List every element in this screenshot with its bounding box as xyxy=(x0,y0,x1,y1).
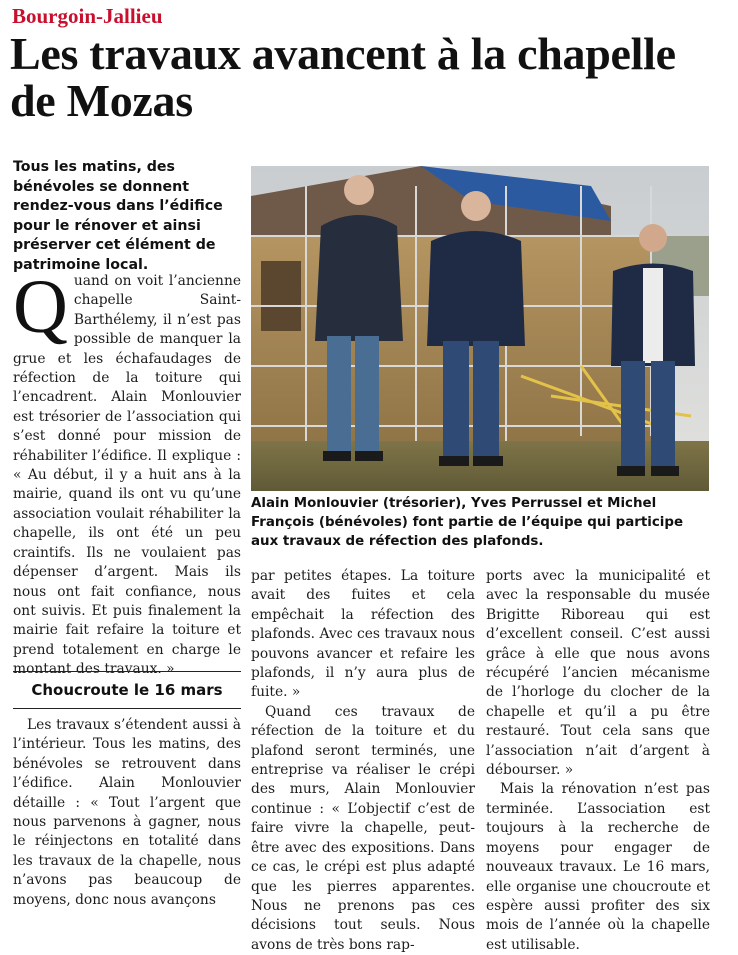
photo-caption: Alain Monlouvier (trésorier), Yves Perrussel et Michel François (bénévoles) font partie de l’équipe qui participe aux travaux de réfection des plafonds. xyxy=(251,496,684,549)
column-3 xyxy=(486,567,710,955)
chapel-photo-illustration xyxy=(251,166,709,491)
body-paragraph-2-cont: par petites étapes. La toiture avait des fuites et cela empêchait la réfection des plafonds. Avec ces travaux nous pouvons avancer et refaire les plafonds, il n’y aura plus de fuite. » xyxy=(251,568,475,701)
headline: Les travaux avancent à la chapelle de Mozas xyxy=(10,28,676,126)
body-paragraph-1: uand on voit l’ancienne chapelle Saint-Barthélemy, il n’est pas possible de manquer la grue et les échafaudages de réfection de la toiture qui l’encadrent. Alain Monlouvier est trésorier de l’association qui s’est donné pour mission de réhabiliter l’édifice. Il explique : « Au début, il y a huit ans à la mairie, quand ils ont vu qu’une association voulait réhabiliter la chapelle, ils ont été un peu craintifs. Ils ne voulaient pas dépenser d’argent. Mais ils nous ont fait confiance, nous ont suivis. Et puis finalement la mairie fait refaire la toiture et prend totalement en charge le montant des travaux. » xyxy=(13,273,241,678)
column-1-bottom xyxy=(13,716,241,910)
section-kicker: Bourgoin-Jallieu xyxy=(12,4,163,28)
subhead: Choucroute le 16 mars xyxy=(31,681,223,699)
body-paragraph-3: Quand ces travaux de réfection de la toiture et du plafond seront terminés, une entreprise va réaliser le crépi des murs, Alain Monlouvier continue : « L’objectif c’est de faire vivre la chapelle, peut-être avec des expositions. Dans ce cas, le crépi est plus adapté que les pierres apparentes. Nous ne prenons pas ces décisions tout seuls. Nous avons de très bons rap- xyxy=(251,703,475,953)
column-2 xyxy=(251,567,475,955)
article-photo xyxy=(251,166,709,491)
body-paragraph-3-cont: ports avec la municipalité et avec la responsable du musée Brigitte Riboreau qui est d’excellent conseil. C’est aussi grâce à elle que nous avons récupéré l’ancien mécanisme de l’horloge du clocher de la chapelle et qu’il a pu être restauré. Tout cela sans que l’association n’ait d’argent à débourser. » xyxy=(486,568,710,779)
drop-cap: Q xyxy=(13,265,68,349)
body-paragraph-2: Les travaux s’étendent aussi à l’intérieur. Tous les matins, des bénévoles se retrouvent dans l’édifice. Alain Monlouvier détaille : « Tout l’argent que nous parvenons à gagner, nous le réinjectons en totalité dans les travaux de la chapelle, nous n’avons pas beaucoup de moyens, donc nous avançons xyxy=(13,717,241,908)
body-paragraph-4: Mais la rénovation n’est pas terminée. L’association est toujours à la recherche de moyens pour engager de nouveaux travaux. Le 16 mars, elle organise une choucroute et espère aussi profiter des six mois de l’année où la chapelle est utilisable. xyxy=(486,781,710,953)
column-1 xyxy=(13,265,241,680)
subhead-box xyxy=(13,671,241,709)
lead-paragraph: Tous les matins, des bénévoles se donnent rendez-vous dans l’édifice pour le rénover et ainsi préserver cet élément de patrimoine local. xyxy=(13,159,223,273)
